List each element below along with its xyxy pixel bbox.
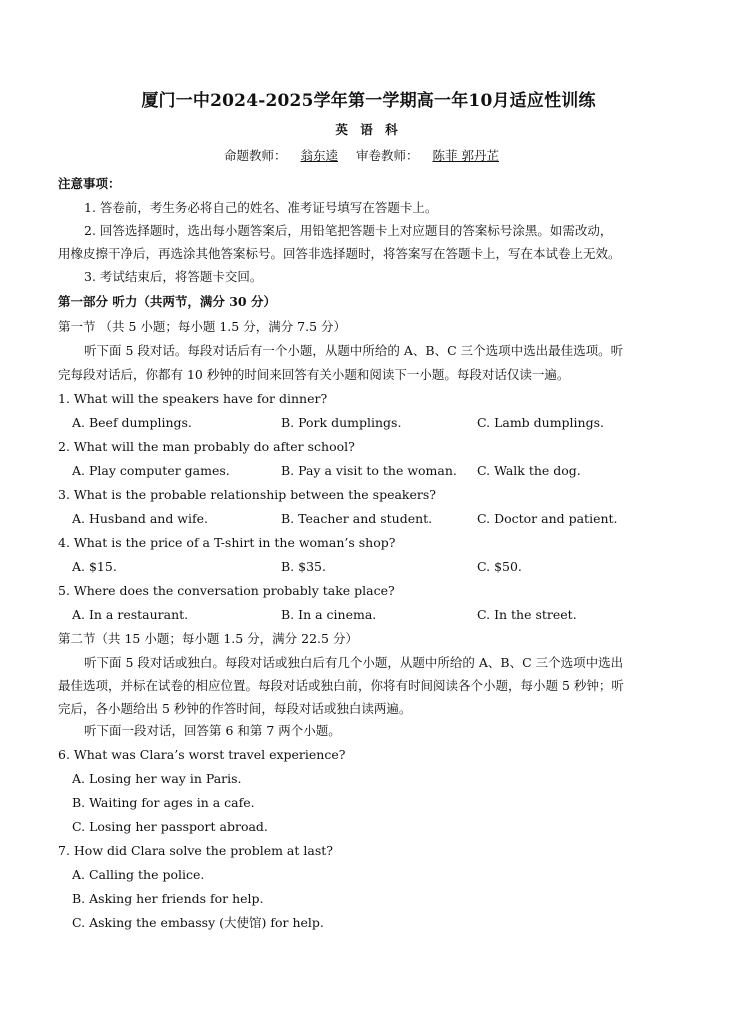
option-c: C. In the street. — [477, 607, 577, 622]
section2-heading: 第二节（共 15 小题；每小题 1.5 分，满分 22.5 分） — [58, 631, 358, 646]
option-a: A. Husband and wife. — [72, 511, 208, 526]
option-b: B. Asking her friends for help. — [72, 891, 264, 906]
option-c: C. Lamb dumplings. — [477, 415, 604, 430]
option-a: A. $15. — [72, 559, 117, 574]
section2-instructions: 最佳选项，并标在试卷的相应位置。每段对话或独白前，你将有时间阅读各个小题，每小题 5 秒钟；听 — [58, 678, 624, 693]
note-item: 3. 考试结束后，将答题卡交回。 — [84, 269, 263, 284]
section2-instructions: 完后，各小题给出 5 秒钟的作答时间，每段对话或独白读两遍。 — [58, 701, 412, 716]
note-item: 1. 答卷前，考生务必将自己的姓名、准考证号填写在答题卡上。 — [84, 200, 438, 215]
section2-instructions: 听下面 5 段对话或独白。每段对话或独白后有几个小题，从题中所给的 A、B、C 三个选项中选出 — [84, 655, 624, 670]
option-a: A. Calling the police. — [72, 867, 205, 882]
section1-heading: 第一节 （共 5 小题；每小题 1.5 分，满分 7.5 分） — [58, 319, 347, 334]
part1-heading: 第一部分 听力（共两节，满分 30 分） — [58, 294, 276, 309]
option-b: B. Pork dumplings. — [281, 415, 402, 430]
option-a: A. In a restaurant. — [72, 607, 189, 622]
option-c: C. Losing her passport abroad. — [72, 819, 268, 834]
option-b: B. Teacher and student. — [281, 511, 433, 526]
option-a: A. Losing her way in Paris. — [72, 771, 242, 786]
note-item: 2. 回答选择题时，选出每小题答案后，用铅笔把答题卡上对应题目的答案标号涂黑。如需改动， — [84, 223, 613, 238]
question-stem: 3. What is the probable relationship between the speakers? — [58, 487, 436, 502]
option-a: A. Play computer games. — [72, 463, 230, 478]
subject-label: 英 语 科 — [335, 122, 402, 137]
setter-name: 翁东逵 — [300, 148, 339, 163]
question-stem: 7. How did Clara solve the problem at last? — [58, 843, 333, 858]
option-c: C. Doctor and patient. — [477, 511, 618, 526]
note-item: 用橡皮擦干净后，再选涂其他答案标号。回答非选择题时，将答案写在答题卡上，写在本试卷上无效。 — [58, 246, 621, 261]
option-b: B. Pay a visit to the woman. — [281, 463, 457, 478]
option-b: B. Waiting for ages in a cafe. — [72, 795, 255, 810]
question-stem: 1. What will the speakers have for dinner? — [58, 391, 328, 406]
question-stem: 6. What was Clara’s worst travel experience? — [58, 747, 346, 762]
setter-label: 命题教师： — [223, 148, 287, 163]
section1-instructions: 完每段对话后，你都有 10 秒钟的时间来回答有关小题和阅读下一小题。每段对话仅读一遍。 — [58, 367, 570, 382]
option-c: C. Walk the dog. — [477, 463, 581, 478]
option-a: A. Beef dumplings. — [72, 415, 192, 430]
section1-instructions: 听下面 5 段对话。每段对话后有一个小题，从题中所给的 A、B、C 三个选项中选出最佳选项。听 — [84, 343, 624, 358]
option-b: B. $35. — [281, 559, 326, 574]
question-stem: 2. What will the man probably do after school? — [58, 439, 355, 454]
question-stem: 5. Where does the conversation probably take place? — [58, 583, 395, 598]
notes-heading: 注意事项： — [58, 176, 121, 191]
section2-instructions: 听下面一段对话，回答第 6 和第 7 两个小题。 — [84, 723, 341, 738]
option-c: C. $50. — [477, 559, 522, 574]
reviewer-names: 陈菲 郭丹芷 — [432, 148, 499, 163]
option-c: C. Asking the embassy (大使馆) for help. — [72, 915, 324, 930]
teachers-line — [0, 146, 737, 164]
question-stem: 4. What is the price of a T-shirt in the woman’s shop? — [58, 535, 396, 550]
exam-title: 厦门一中2024-2025学年第一学期高一年10月适应性训练 — [141, 91, 596, 111]
reviewer-label: 审卷教师： — [356, 148, 419, 163]
option-b: B. In a cinema. — [281, 607, 377, 622]
